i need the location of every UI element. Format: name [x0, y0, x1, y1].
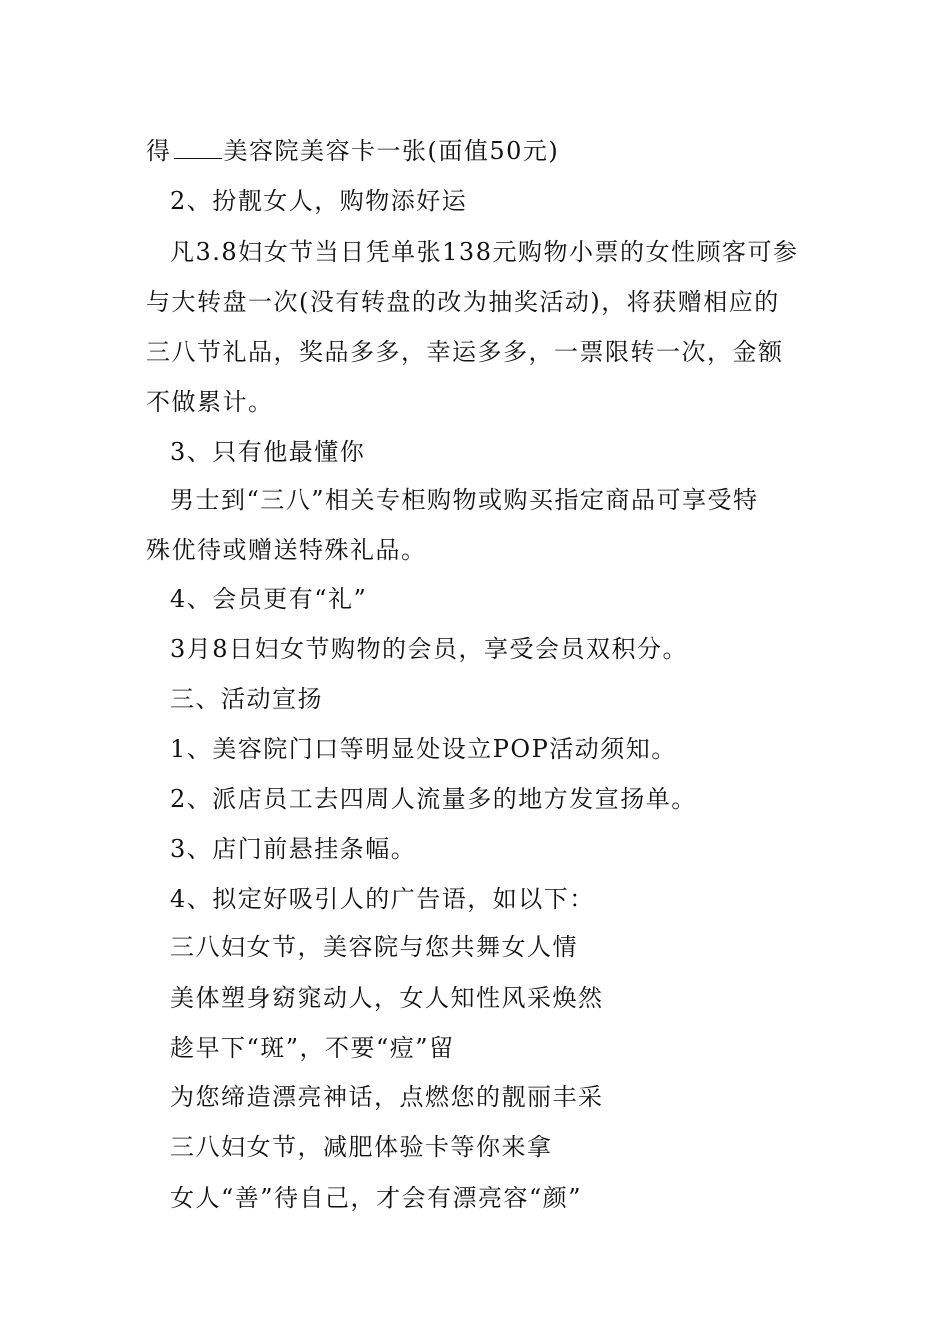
- text-line-19: 趁早下“斑”，不要“痘”留: [170, 1034, 455, 1062]
- text-line-9: 殊优待或赠送特殊礼品。: [146, 536, 427, 564]
- text-line-21: 三八妇女节，减肥体验卡等你来拿: [170, 1133, 553, 1161]
- text-line-6: 不做累计。: [146, 388, 274, 416]
- text-line-16: 4、拟定好吸引人的广告语，如以下：: [170, 885, 595, 913]
- text-line-5: 三八节礼品，奖品多多，幸运多多，一票限转一次，金额: [146, 338, 784, 366]
- blank-underline: [174, 140, 222, 159]
- text-line-12: 三、活动宣扬: [170, 685, 323, 713]
- text-line-2: 2、扮靓女人，购物添好运: [170, 187, 468, 215]
- text-line-13: 1、美容院门口等明显处设立POP活动须知。: [170, 735, 677, 763]
- text-line-11: 3月8日妇女节购物的会员，享受会员双积分。: [170, 635, 689, 663]
- text-line-10: 4、会员更有“礼”: [170, 585, 368, 613]
- text-line-7: 3、只有他最懂你: [170, 438, 366, 466]
- text-fragment: 得: [146, 137, 172, 165]
- text-line-22: 女人“善”待自己，才会有漂亮容“颜”: [170, 1184, 583, 1212]
- text-line-18: 美体塑身窈窕动人，女人知性风采焕然: [170, 984, 604, 1012]
- text-line-8: 男士到“三八”相关专柜购物或购买指定商品可享受特: [170, 486, 759, 514]
- text-line-3: 凡3.8妇女节当日凭单张138元购物小票的女性顾客可参: [170, 238, 799, 266]
- text-line-14: 2、派店员工去四周人流量多的地方发宣扬单。: [170, 785, 697, 813]
- text-line-17: 三八妇女节，美容院与您共舞女人情: [170, 933, 578, 961]
- text-line-20: 为您缔造漂亮神话，点燃您的靓丽丰采: [170, 1083, 604, 1111]
- text-line-1: [146, 136, 816, 166]
- text-line-15: 3、店门前悬挂条幅。: [170, 835, 417, 863]
- text-line-4: 与大转盘一次(没有转盘的改为抽奖活动)，将获赠相应的: [146, 288, 780, 316]
- text-fragment: 美容院美容卡一张(面值50元): [223, 137, 560, 165]
